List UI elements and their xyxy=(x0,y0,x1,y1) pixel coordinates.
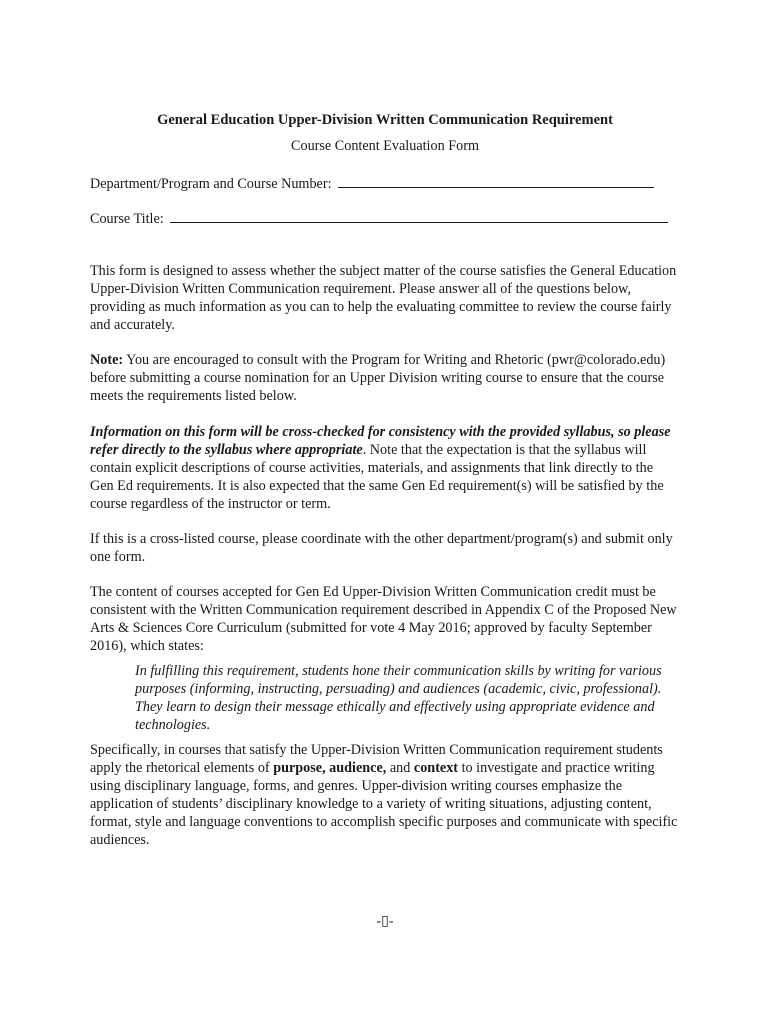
department-field xyxy=(90,173,654,193)
department-input-line[interactable] xyxy=(338,173,654,188)
document-title: General Education Upper-Division Written Communication Requirement xyxy=(157,112,613,128)
crosslisted-paragraph xyxy=(90,530,680,566)
specific-text-3: to investigate and practice writing using disciplinary language, forms, and genres. Upper-division writing courses emphasize the application of students’ disciplinary knowledge to a variety of writing situations, adjusting content, format, style and language conventions to accomplish specific purposes and communicate with specific audiences. xyxy=(90,760,678,848)
content-paragraph xyxy=(90,583,680,655)
crosscheck-paragraph xyxy=(90,423,680,513)
specific-bold-1: purpose, audience, xyxy=(273,760,387,776)
intro-text: This form is designed to assess whether the subject matter of the course satisfies the General Education Upper-Division Written Communication requirement. Please answer all of the questions below, providing as much information as you can to help the evaluating committee to review the course fairly and accurately. xyxy=(90,263,677,333)
page-number: -▯- xyxy=(376,914,394,929)
note-text: You are encouraged to consult with the Program for Writing and Rhetoric (pwr@colorado.edu) before submitting a course nomination for an Upper Division writing course to ensure that the course meets the requirements listed below. xyxy=(90,352,666,404)
content-text: The content of courses accepted for Gen Ed Upper-Division Written Communication credit must be consistent with the Written Communication requirement described in Appendix C of the Proposed New Arts & Sciences Core Curriculum (submitted for vote 4 May 2016; approved by faculty September 2016), which states: xyxy=(90,584,677,654)
note-paragraph xyxy=(90,351,680,405)
specifically-paragraph xyxy=(90,741,680,849)
crosslisted-text: If this is a cross-listed course, please coordinate with the other department/program(s) and submit only one form. xyxy=(90,531,673,565)
course-title-field xyxy=(90,208,668,228)
note-label: Note: xyxy=(90,352,124,368)
quote-text: In fulfilling this requirement, students hone their communication skills by writing for various purposes (informing, instructing, persuading) and audiences (academic, civic, professional). They learn to design their message ethically and effectively using appropriate evidence and technologies. xyxy=(135,663,662,733)
document-subtitle: Course Content Evaluation Form xyxy=(291,138,479,154)
course-title-label: Course Title: xyxy=(90,211,164,227)
specific-bold-2: context xyxy=(413,760,459,776)
crosscheck-emphasis: Information on this form will be cross-checked for consistency with the provided syllabus, so please refer directly to the syllabus where appropriate xyxy=(90,424,671,458)
specific-text-2: and xyxy=(386,760,414,776)
department-label: Department/Program and Course Number: xyxy=(90,176,332,192)
crosscheck-text: . Note that the expectation is that the syllabus will contain explicit descriptions of course activities, materials, and assignments that link directly to the Gen Ed requirements. It is also expected that the same Gen Ed requirement(s) will be satisfied by the course regardless of the instructor or term. xyxy=(90,442,664,512)
specific-text-1: Specifically, in courses that satisfy the Upper-Division Written Communication requirement students apply the rhetorical elements of xyxy=(90,742,663,776)
intro-paragraph xyxy=(90,262,680,334)
course-title-input-line[interactable] xyxy=(170,208,668,223)
requirement-quote xyxy=(135,662,680,734)
